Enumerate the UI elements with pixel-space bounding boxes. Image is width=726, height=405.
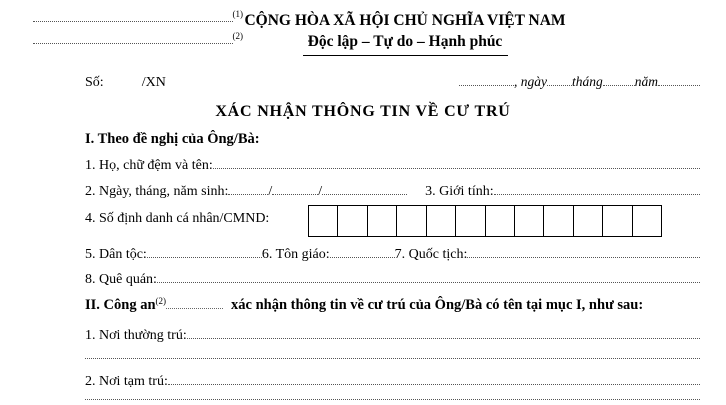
section1-heading: I. Theo đề nghị của Ông/Bà:	[85, 131, 260, 147]
birth-year-blank[interactable]	[322, 184, 407, 195]
national-motto: Độc lập – Tự do – Hạnh phúc	[307, 33, 503, 50]
id-digit-box[interactable]	[309, 206, 338, 236]
id-number-label: 4. Số định danh cá nhân/CMND:	[85, 211, 270, 226]
national-header	[238, 10, 572, 56]
ethnicity-label: 5. Dân tộc:	[85, 247, 147, 262]
permanent-residence-blank[interactable]	[187, 328, 700, 339]
nationality-label: 7. Quốc tịch:	[394, 247, 468, 262]
footnote-marker-heading: (2)	[155, 296, 167, 306]
number-date-gap	[166, 75, 459, 86]
number-code: /XN	[141, 75, 166, 90]
full-name-blank[interactable]	[213, 158, 700, 169]
id-digit-box[interactable]	[397, 206, 426, 236]
id-digit-box[interactable]	[633, 206, 661, 236]
ethnicity-blank[interactable]	[147, 247, 262, 258]
date-word-thang: tháng	[571, 74, 603, 89]
field-full-name	[85, 158, 700, 174]
religion-blank[interactable]	[330, 247, 395, 258]
day-blank[interactable]	[547, 75, 572, 86]
year-blank[interactable]	[658, 75, 700, 86]
id-digit-box[interactable]	[486, 206, 515, 236]
footnote-marker-2: (2)	[232, 31, 243, 41]
date-separator-2: /	[318, 184, 323, 199]
police-unit-blank[interactable]	[166, 298, 223, 309]
field-id-number	[85, 205, 700, 239]
corner-line-1	[33, 9, 243, 34]
corner-line-2	[33, 31, 243, 56]
corner-line-2-blank[interactable]	[33, 34, 233, 44]
section2-heading-suffix: xác nhận thông tin về cư trú của Ông/Bà có tên tại mục I, như sau:	[231, 297, 644, 313]
section2-heading	[85, 297, 700, 314]
date-word-nam: năm	[634, 74, 658, 89]
date-separator-1: /	[268, 184, 273, 199]
corner-reference-lines	[33, 9, 243, 56]
field-birthdate-gender	[85, 184, 700, 200]
number-date-row	[85, 74, 700, 91]
id-number-grid[interactable]	[308, 205, 662, 237]
birthdate-label: 2. Ngày, tháng, năm sinh:	[85, 184, 229, 199]
id-digit-box[interactable]	[603, 206, 632, 236]
id-digit-box[interactable]	[574, 206, 603, 236]
place-blank[interactable]	[459, 75, 514, 86]
motto-underline	[303, 55, 508, 56]
id-digit-box[interactable]	[427, 206, 456, 236]
id-digit-box[interactable]	[456, 206, 485, 236]
spacer	[407, 184, 425, 195]
field-hometown	[85, 272, 700, 288]
hometown-blank[interactable]	[157, 272, 700, 283]
birth-day-blank[interactable]	[228, 184, 268, 195]
footnote-marker-1: (1)	[232, 9, 243, 19]
document-title: XÁC NHẬN THÔNG TIN VỀ CƯ TRÚ	[215, 103, 511, 120]
spacer	[223, 298, 231, 309]
temporary-residence-label: 2. Nơi tạm trú:	[85, 374, 168, 389]
national-title: CỘNG HÒA XÃ HỘI CHỦ NGHĨA VIỆT NAM	[244, 12, 566, 29]
gender-label: 3. Giới tính:	[425, 184, 494, 199]
permanent-residence-extra-line	[85, 348, 700, 359]
date-word-ngay: , ngày	[513, 74, 547, 89]
id-digit-box[interactable]	[368, 206, 397, 236]
id-digit-box[interactable]	[338, 206, 367, 236]
full-name-label: 1. Họ, chữ đệm và tên:	[85, 158, 213, 173]
temporary-residence-blank[interactable]	[168, 374, 700, 385]
id-digit-box[interactable]	[515, 206, 544, 236]
gender-blank[interactable]	[494, 184, 700, 195]
permanent-residence-blank-2[interactable]	[85, 348, 700, 359]
section2-heading-prefix: II. Công an	[85, 297, 156, 313]
field-permanent-residence	[85, 328, 700, 344]
nationality-blank[interactable]	[467, 247, 700, 258]
month-blank[interactable]	[603, 75, 635, 86]
hometown-label: 8. Quê quán:	[85, 272, 157, 287]
permanent-residence-label: 1. Nơi thường trú:	[85, 328, 187, 343]
temporary-residence-extra-line	[85, 389, 700, 400]
religion-label: 6. Tôn giáo:	[261, 247, 330, 262]
field-temporary-residence	[85, 374, 700, 390]
birth-month-blank[interactable]	[272, 184, 318, 195]
corner-line-1-blank[interactable]	[33, 12, 233, 22]
temporary-residence-blank-2[interactable]	[85, 389, 700, 400]
number-label: Số:	[85, 75, 104, 90]
id-digit-box[interactable]	[544, 206, 573, 236]
field-ethnic-religion-nationality	[85, 247, 700, 263]
